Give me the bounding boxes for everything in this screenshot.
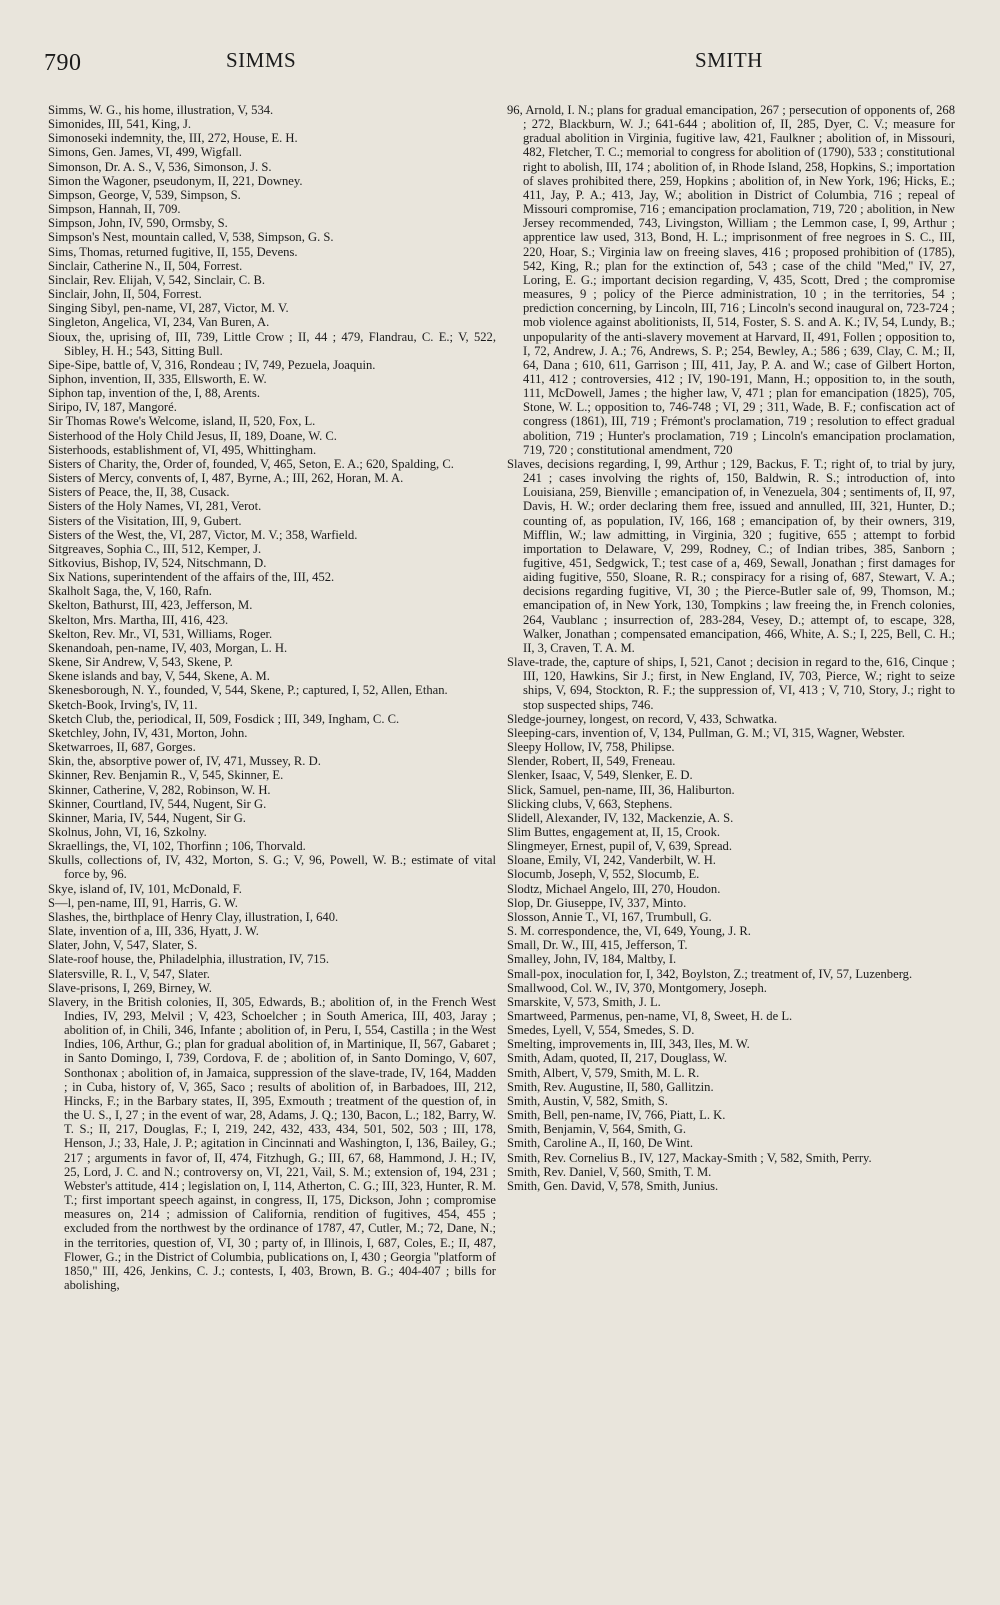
index-entry: Slidell, Alexander, IV, 132, Mackenzie, A. S.: [507, 810, 734, 825]
index-entry: Smallwood, Col. W., IV, 370, Montgomery, Joseph.: [507, 980, 767, 995]
index-entry: Skenesborough, N. Y., founded, V, 544, Skene, P.; captured, I, 52, Allen, Ethan.: [48, 683, 448, 698]
index-entry: Sinclair, Rev. Elijah, V, 542, Sinclair, C. B.: [48, 272, 266, 287]
index-entry: Sisterhood of the Holy Child Jesus, II, 189, Doane, W. C.: [48, 428, 337, 443]
index-entry: Siphon tap, invention of the, I, 88, Arents.: [48, 386, 260, 401]
index-entry: Smith, Adam, quoted, II, 217, Douglass, W.: [507, 1051, 728, 1066]
index-entry: Skolnus, John, VI, 16, Szkolny.: [48, 824, 207, 839]
index-entry: Sisters of Mercy, convents of, I, 487, Byrne, A.; III, 262, Horan, M. A.: [48, 471, 404, 486]
index-entry: Sketch Club, the, periodical, II, 509, Fosdick ; III, 349, Ingham, C. C.: [48, 711, 400, 726]
index-entry: Small, Dr. W., III, 415, Jefferson, T.: [507, 938, 688, 953]
index-entry: Sketwarroes, II, 687, Gorges.: [48, 740, 196, 755]
index-entry: Skin, the, absorptive power of, IV, 471, Mussey, R. D.: [48, 754, 321, 769]
index-entry: Smartweed, Parmenus, pen-name, VI, 8, Sweet, H. de L.: [507, 1009, 793, 1023]
index-entry: Simonson, Dr. A. S., V, 536, Simonson, J. S.: [48, 159, 272, 174]
index-entry: Smith, Albert, V, 579, Smith, M. L. R.: [507, 1065, 700, 1080]
index-entry: Sitkovius, Bishop, IV, 524, Nitschmann, D.: [48, 556, 267, 570]
running-head-right: SMITH: [695, 48, 763, 72]
index-entry: Skraellings, the, VI, 102, Thorfinn ; 106, Thorvald.: [48, 839, 306, 854]
index-entry: Smalley, John, IV, 184, Maltby, I.: [507, 952, 677, 967]
index-entry: Skalholt Saga, the, V, 160, Rafn.: [48, 584, 212, 599]
index-entry: Slaves, decisions regarding, I, 99, Arthur ; 129, Backus, F. T.; right of, to trial by jury, 241 ; cases involving the rights of, 150, Baldwin, R. S.; introduction of, into Louisiana, 259, Bienville ; emancipation of, in Venezuela, 304 ; sentiments of, II, 97, Davis, H. W.; order declaring them free, issued and annulled, III, 321, Hunter, D.; counting of, as population, IV, 166, 168 ; emancipation of, by their owners, 319, Mifflin, W.; law admitting, in Virginia, 320 ; fugitive, 655 ; attempt to forbid importation to Delaware, V, 299, Rodney, C.; of Indian tribes, 385, Sanborn ; fugitive, 451, Sedgwick, T.; test case of a, 469, Sewall, Jonathan ; first damages for aiding fugitive, 550, Sloane, R. R.; conspiracy for a rising of, 687, Stewart, V. A.; decisions regarding fugitive, VI, 30 ; the Pierce-Butler sale of, 99, Thomson, M.; emancipation of, in New York, 130, Tompkins ; law freeing the, in French colonies, 264, Vaublanc ; insurrection of, 283-284, Vesey, D.; attempt of, to escape, 328, Walker, Jonathan ; compensated emancipation, 466, White, A. S.; I, 225, Bell, C. H.; II, 3, Craven, T. A. M.: [507, 456, 955, 655]
index-entry: Slender, Robert, II, 549, Freneau.: [507, 754, 676, 769]
index-entry: Slater, John, V, 547, Slater, S.: [48, 938, 198, 953]
index-entry: Sledge-journey, longest, on record, V, 433, Schwatka.: [507, 711, 778, 726]
index-entry: Slodtz, Michael Angelo, III, 270, Houdon.: [507, 881, 721, 896]
index-entry: Sisters of the Visitation, III, 9, Gubert.: [48, 513, 242, 528]
index-entry: Smith, Rev. Cornelius B., IV, 127, Mackay-Smith ; V, 582, Smith, Perry.: [507, 1150, 872, 1165]
index-entry: Sipe-Sipe, battle of, V, 316, Rondeau ; IV, 749, Pezuela, Joaquin.: [48, 357, 376, 372]
left-column: [48, 103, 496, 1292]
index-entry: Slocumb, Joseph, V, 552, Slocumb, E.: [507, 867, 700, 882]
running-head-left: SIMMS: [226, 48, 297, 72]
index-entry: Slave-prisons, I, 269, Birney, W.: [48, 980, 212, 995]
index-entry: Sleepy Hollow, IV, 758, Philipse.: [507, 740, 675, 755]
index-entry: Sisters of the West, the, VI, 287, Victor, M. V.; 358, Warfield.: [48, 527, 358, 542]
index-entry: Singing Sibyl, pen-name, VI, 287, Victor, M. V.: [48, 301, 289, 316]
index-entry: Simpson, John, IV, 590, Ormsby, S.: [48, 216, 228, 231]
index-entry: Skene, Sir Andrew, V, 543, Skene, P.: [48, 655, 233, 670]
index-entry: Smelting, improvements in, III, 343, Iles, M. W.: [507, 1037, 750, 1052]
index-entry: Simpson's Nest, mountain called, V, 538, Simpson, G. S.: [48, 230, 334, 245]
index-entry: Skelton, Mrs. Martha, III, 416, 423.: [48, 612, 229, 627]
right-column: [507, 103, 955, 1193]
index-entry: Slim Buttes, engagement at, II, 15, Crook.: [507, 824, 721, 839]
index-entry: Skinner, Maria, IV, 544, Nugent, Sir G.: [48, 810, 246, 825]
index-entry: Simonoseki indemnity, the, III, 272, House, E. H.: [48, 131, 298, 146]
index-entry: Skinner, Catherine, V, 282, Robinson, W. H.: [48, 782, 271, 797]
index-entry: Sinclair, John, II, 504, Forrest.: [48, 287, 202, 302]
index-entry: Skelton, Rev. Mr., VI, 531, Williams, Roger.: [48, 626, 273, 641]
index-entry: Skinner, Rev. Benjamin R., V, 545, Skinner, E.: [48, 768, 284, 783]
index-entry: Simpson, George, V, 539, Simpson, S.: [48, 187, 241, 202]
index-entry: Simonides, III, 541, King, J.: [48, 117, 192, 132]
index-entry: Slatersville, R. I., V, 547, Slater.: [48, 966, 210, 981]
index-entry: Smith, Rev. Augustine, II, 580, Gallitzin.: [507, 1079, 714, 1094]
index-entry: Six Nations, superintendent of the affairs of the, III, 452.: [48, 570, 335, 585]
index-entry: Sisters of Peace, the, II, 38, Cusack.: [48, 485, 230, 500]
index-entry: Smith, Caroline A., II, 160, De Wint.: [507, 1136, 694, 1151]
index-entry: Slop, Dr. Giuseppe, IV, 337, Minto.: [507, 895, 687, 910]
index-entry: Sketchley, John, IV, 431, Morton, John.: [48, 725, 248, 740]
index-entry: Slate-roof house, the, Philadelphia, illustration, IV, 715.: [48, 952, 329, 967]
index-entry: Skye, island of, IV, 101, McDonald, F.: [48, 881, 242, 896]
index-entry: Slosson, Annie T., VI, 167, Trumbull, G.: [507, 909, 712, 924]
index-entry: Skulls, collections of, IV, 432, Morton, S. G.; V, 96, Powell, W. B.; estimate of vital force by, 96.: [48, 853, 496, 882]
page-number: 790: [44, 50, 82, 76]
index-entry: Smith, Rev. Daniel, V, 560, Smith, T. M.: [507, 1164, 712, 1179]
index-entry: Smith, Austin, V, 582, Smith, S.: [507, 1093, 668, 1108]
index-entry: Smith, Bell, pen-name, IV, 766, Piatt, L. K.: [507, 1108, 726, 1123]
index-entry: Sisters of the Holy Names, VI, 281, Verot.: [48, 499, 262, 514]
index-entry: Sims, Thomas, returned fugitive, II, 155, Devens.: [48, 244, 298, 259]
index-entry: Slashes, the, birthplace of Henry Clay, illustration, I, 640.: [48, 909, 339, 924]
index-entry: Skelton, Bathurst, III, 423, Jefferson, M.: [48, 598, 253, 613]
index-entry: Singleton, Angelica, VI, 234, Van Buren, A.: [48, 315, 270, 330]
index-entry: Small-pox, inoculation for, I, 342, Boylston, Z.; treatment of, IV, 57, Luzenberg.: [507, 966, 913, 981]
index-entry: Slicking clubs, V, 663, Stephens.: [507, 796, 673, 811]
index-entry: Sisters of Charity, the, Order of, founded, V, 465, Seton, E. A.; 620, Spalding, C.: [48, 456, 454, 471]
index-entry: Simon the Wagoner, pseudonym, II, 221, Downey.: [48, 173, 303, 188]
index-entry: Slick, Samuel, pen-name, III, 36, Haliburton.: [507, 782, 735, 797]
index-entry: Slingmeyer, Ernest, pupil of, V, 639, Spread.: [507, 839, 732, 854]
index-entry: S. M. correspondence, the, VI, 649, Young, J. R.: [507, 924, 751, 939]
index-entry: Slenker, Isaac, V, 549, Slenker, E. D.: [507, 768, 693, 783]
index-entry: Skinner, Courtland, IV, 544, Nugent, Sir G.: [48, 796, 267, 811]
index-entry: S—l, pen-name, III, 91, Harris, G. W.: [48, 895, 238, 910]
index-entry: Slave-trade, the, capture of ships, I, 521, Canot ; decision in regard to the, 616, Cinque ; III, 120, Hawkins, Sir J.; first, in New England, IV, 703, Pierce, W.; right to seize ships, V, 694, Stockton, R. F.; the suppression of, VI, 413 ; V, 710, Story, J.; right to stop suspected ships, 746.: [507, 655, 955, 712]
index-entry: Sinclair, Catherine N., II, 504, Forrest.: [48, 258, 243, 273]
index-entry: Sketch-Book, Irving's, IV, 11.: [48, 697, 198, 712]
index-entry: Smedes, Lyell, V, 554, Smedes, S. D.: [507, 1023, 695, 1038]
index-entry: Smith, Gen. David, V, 578, Smith, Junius.: [507, 1178, 719, 1193]
index-entry: Sleeping-cars, invention of, V, 134, Pullman, G. M.; VI, 315, Wagner, Webster.: [507, 725, 905, 740]
index-entry: Smith, Benjamin, V, 564, Smith, G.: [507, 1122, 687, 1137]
index-entry: Sioux, the, uprising of, III, 739, Little Crow ; II, 44 ; 479, Flandrau, C. E.; V, 522, Sibley, H. H.; 543, Sitting Bull.: [48, 329, 496, 358]
index-entry: Skenandoah, pen-name, IV, 403, Morgan, L. H.: [48, 640, 288, 655]
index-entry: Sisterhoods, establishment of, VI, 495, Whittingham.: [48, 442, 317, 457]
index-entry: Sitgreaves, Sophia C., III, 512, Kemper, J.: [48, 541, 262, 556]
index-entry: Sir Thomas Rowe's Welcome, island, II, 520, Fox, L.: [48, 414, 316, 429]
index-entry: Sloane, Emily, VI, 242, Vanderbilt, W. H.: [507, 853, 716, 868]
index-entry: Skene islands and bay, V, 544, Skene, A. M.: [48, 669, 270, 684]
index-entry: Siphon, invention, II, 335, Ellsworth, E. W.: [48, 371, 267, 386]
index-entry: Simons, Gen. James, VI, 499, Wigfall.: [48, 145, 242, 160]
index-entry: 96, Arnold, I. N.; plans for gradual emancipation, 267 ; persecution of opponents of, 268 ; 272, Blackburn, W. J.; 641-644 ; abolition of, II, 285, Dyer, C. V.; measure for gradual abolition in Virginia, fugitive law, 421, Faulkner ; abolition of, in Missouri, 482, Fletcher, T. C.; memorial to congress for abolition of (1790), 533 ; constitutional right to abolish, III, 174 ; abolition of, in Rhode Island, 258, Hopkins, S.; importation of slaves prohibited there, 259, Hopkins ; abolition of, in New York, 196; Hicks, E.; 411, Jay, P. A.; 413, Jay, W.; abolition in District of Columbia, 716 ; repeal of Missouri compromise, 716 ; emancipation proclamation, 719, 720 ; abolition, in New Jersey recommended, 743, Livingston, William ; the Lemmon case, I, 99, Arthur ; apprentice law used, 313, Bond, H. L.; imprisonment of free negroes in S. C., III, 220, Hoar, S.; Virginia law on freeing slaves, 416 ; proposed prohibition of (1785), 542, King, R.; plan for the extinction of, 543 ; case of the child "Med," IV, 27, Loring, E. G.; important decision regarding, V, 435, Scott, Dred ; the compromise measures, 9 ; policy of the Pierce administration, 10 ; in the territories, 54 ; prediction concerning, by Lincoln, III, 716 ; Lincoln's second inaugural on, 723-724 ; mob violence against abolitionists, II, 514, Foster, S. S. and A. K.; IV, 54, Lundy, B.; unpopularity of the anti-slavery movement at Harvard, II, 491, Follen ; opposition to, I, 72, Andrew, J. A.; 76, Andrews, S. P.; 254, Bewley, A.; 586 ; 639, Clay, C. M.; II, 64, Dana ; 610, 611, Garrison ; III, 411, Jay, P. A. and W.; case of Gilbert Horton, 411, 412 ; controversies, 412 ; IV, 190-191, Mann, H.; opposition to, in the south, 111, McDowell, James ; the higher law, V, 471 ; plan for emancipation (1825), 705, Stone, W. L.; opposition to, 746-748 ; VI, 29 ; 311, Wade, B. F.; confiscation act of congress (1861), III, 719 ; Frémont's proclamation, 719 ; resolution to effect gradual abolition, 719 ; Hunter's proclamation, 719 ; Lincoln's emancipation proclamation, 719, 720 ; constitutional amendment, 720: [507, 103, 955, 457]
index-entry: Slate, invention of a, III, 336, Hyatt, J. W.: [48, 924, 259, 939]
index-entry: Siripo, IV, 187, Mangoré.: [48, 400, 177, 415]
index-entry: Simpson, Hannah, II, 709.: [48, 202, 181, 217]
index-entry: Simms, W. G., his home, illustration, V, 534.: [48, 103, 274, 117]
index-entry: Smarskite, V, 573, Smith, J. L.: [507, 994, 661, 1009]
index-entry: Slavery, in the British colonies, II, 305, Edwards, B.; abolition of, in the French West Indies, IV, 293, Melvil ; V, 423, Schoelcher ; in South America, III, 403, Jaray ; abolition of, in Chili, 346, Infante ; abolition of, in Peru, I, 554, Castilla ; in the West Indies, 106, Arthur, G.; plan for gradual abolition of, in Martinique, II, 567, Gabaret ; in Santo Domingo, I, 739, Cordova, F. de ; abolition of, in Santo Domingo, V, 607, Sonthonax ; abolition of, in Jamaica, suppression of the slave-trade, IV, 164, Madden ; in Cuba, history of, V, 365, Saco ; results of abolition of, in Barbadoes, III, 212, Hincks, F.; in the Barbary states, II, 395, Exmouth ; treatment of the question of, in the U. S., I, 27 ; in the event of war, 28, Adams, J. Q.; 130, Bacon, L.; 182, Barry, W. T. S.; II, 217, Douglas, F.; I, 219, 242, 432, 433, 434, 501, 502, 503 ; III, 178, Henson, J.; 33, Hale, J. P.; agitation in Cincinnati and Washington, I, 136, Bailey, G.; 217 ; arguments in favor of, II, 474, Fitzhugh, G.; III, 67, 68, Hammond, J. H.; IV, 25, Lord, J. C. and N.; controversy on, VI, 221, Vail, S. M.; extension of, 194, 231 ; Webster's attitude, 414 ; legislation on, I, 114, Atherton, C. G.; III, 323, Hunter, R. M. T.; first important speech against, in congress, II, 175, Dickson, John ; compromise measures on, 214 ; admission of California, rendition of fugitives, 454, 455 ; excluded from the northwest by the ordinance of 1787, 47, Cutler, M.; 72, Dane, N.; in the territories, question of, VI, 30 ; party of, in Illinois, I, 687, Coles, E.; II, 487, Flower, G.; in the District of Columbia, publications on, I, 430 ; Georgia "platform of 1850," III, 426, Jenkins, C. J.; contests, I, 403, Brown, B. G.; 404-407 ; bills for abolishing,: [48, 994, 496, 1292]
